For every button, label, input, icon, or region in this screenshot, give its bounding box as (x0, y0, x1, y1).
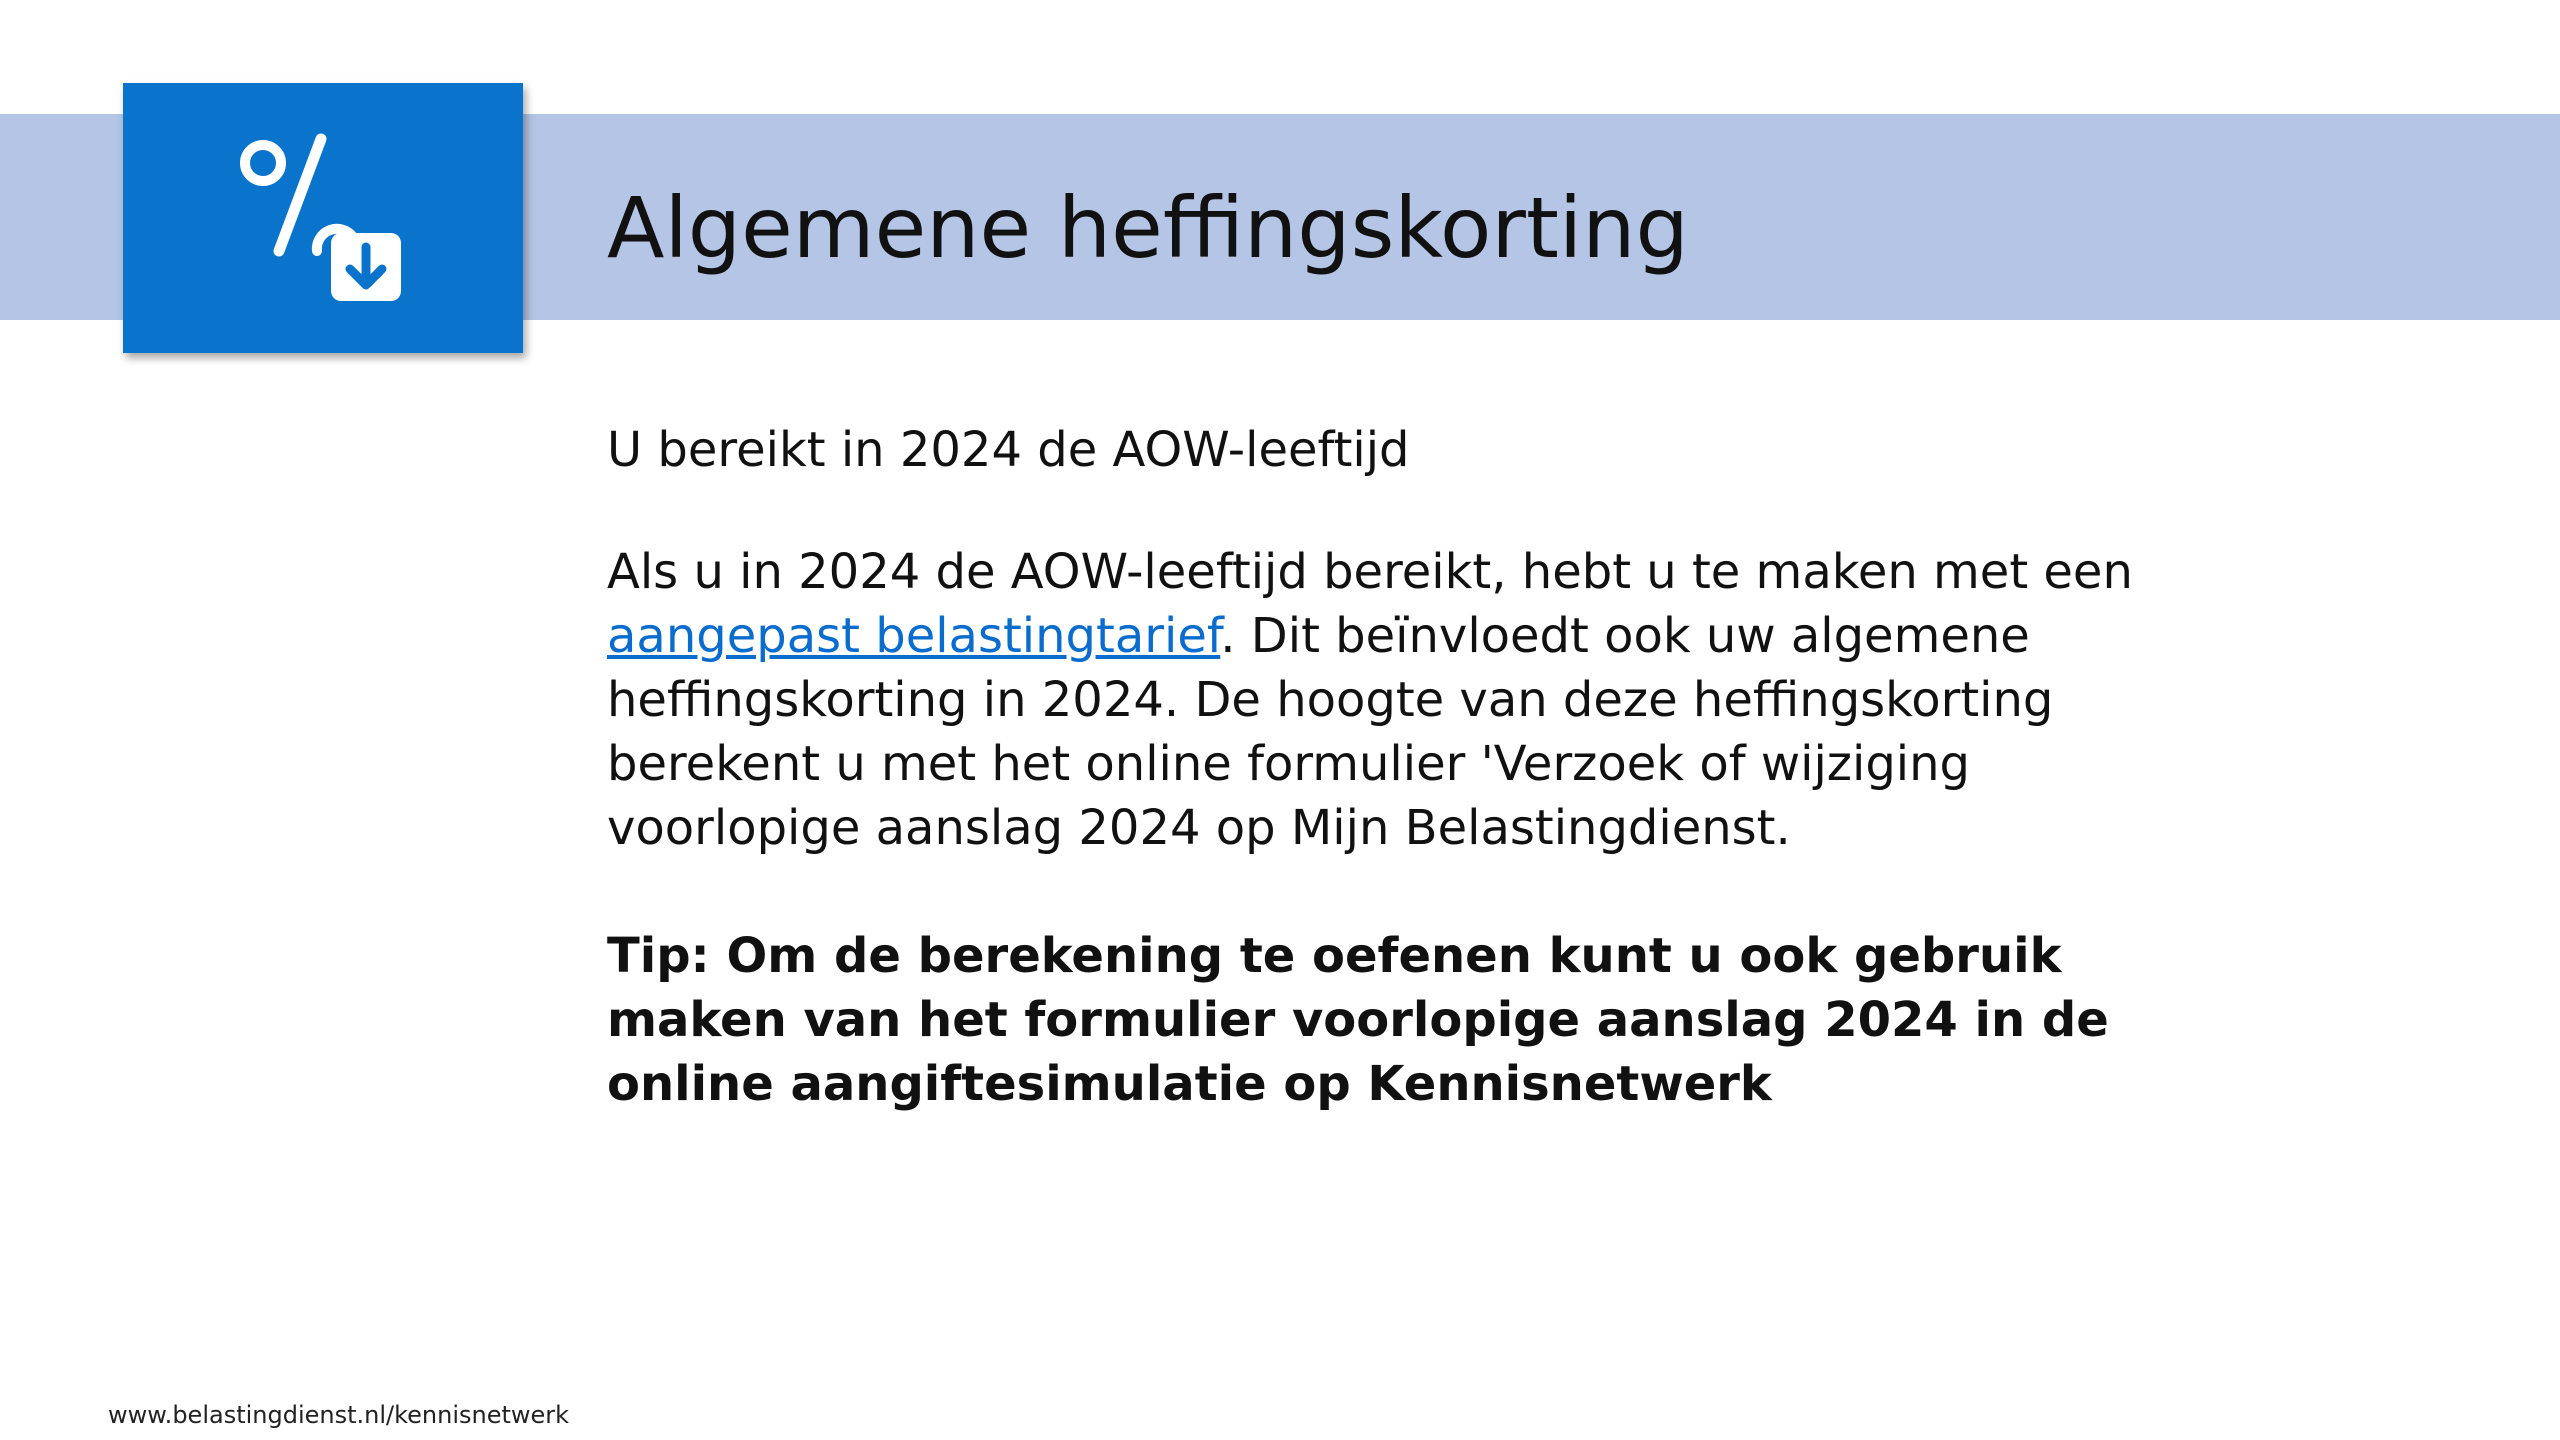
page-title: Algemene heffingskorting (607, 179, 1689, 277)
tip-text: Tip: Om de berekening te oefenen kunt u ook gebruik maken van het formulier voorlopige aanslag 2024 in de online aangiftesimulatie op Kennisnetwerk (607, 928, 2109, 1112)
icon-box (123, 83, 523, 353)
paragraph-text-before-link: Als u in 2024 de AOW-leeftijd bereikt, hebt u te maken met een (607, 544, 2133, 600)
paragraph-text-after-link: . Dit beïnvloedt ook uw algemene heffingskorting in 2024. De hoogte van deze heffingskorting berekent u met het online formulier 'Verzoek of wijziging voorlopige aanslag 2024 op Mijn Belastingdienst. (607, 608, 2054, 856)
body-paragraph (607, 540, 2167, 860)
tarief-link[interactable]: aangepast belastingtarief (607, 608, 1221, 664)
content-area (607, 418, 2167, 1116)
percent-download-icon (233, 133, 413, 303)
subtitle: U bereikt in 2024 de AOW-leeftijd (607, 422, 1410, 478)
footer-url: www.belastingdienst.nl/kennisnetwerk (108, 1401, 570, 1429)
